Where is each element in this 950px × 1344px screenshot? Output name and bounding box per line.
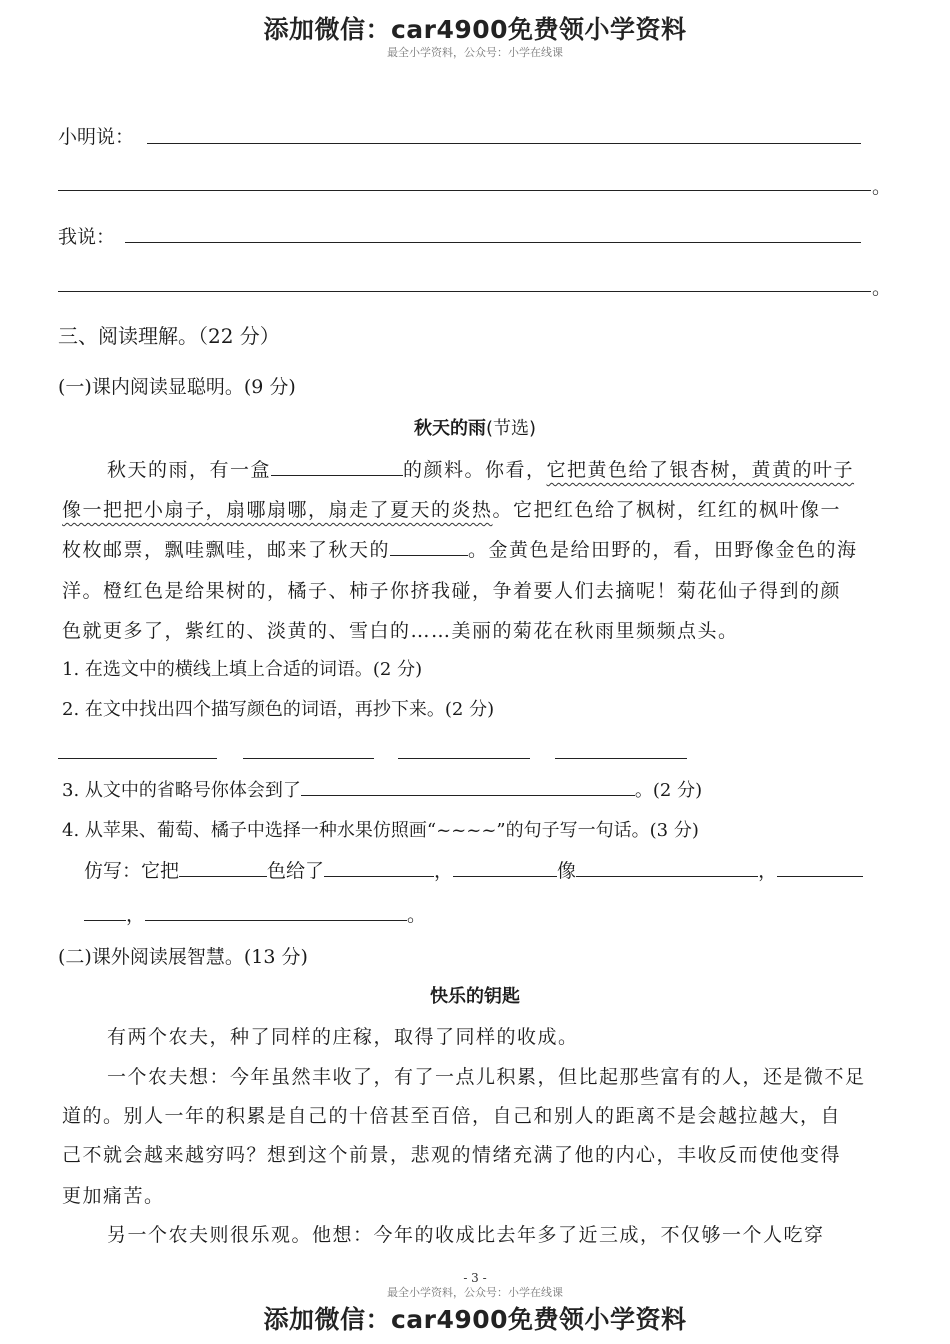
text-segment: 的颜料。你看， [403,459,547,481]
answer-blank-q3[interactable] [301,777,635,796]
color-word-line-4[interactable] [555,758,687,759]
text-segment: 仿写：它把 [84,860,180,882]
footer-subline: 最全小学资料，公众号：小学在线课 [387,1286,563,1299]
blank-continue[interactable] [777,857,863,877]
imitate-line-2 [84,900,426,927]
wo-answer-line-2[interactable] [58,291,871,292]
passage1-title [0,414,950,440]
period-mark: 。 [872,176,892,198]
fill-blank-1[interactable] [271,456,403,476]
wo-label: 我说： [58,226,116,248]
imitate-line-1 [84,856,863,883]
text-segment: 。它把红色给了枫树，红红的枫叶像一 [492,499,842,521]
text-segment: 3. 从文中的省略号你体会到了 [62,780,301,801]
passage2-p2-line-3: 己不就会越来越穷吗？想到这个前景，悲观的情绪充满了他的内心，丰收反而使他变得 [62,1144,842,1166]
footer-watermark: 添加微信：car4900免费领小学资料 [263,1305,687,1334]
text-segment: 枚枚邮票，飘哇飘哇，邮来了秋天的 [62,539,391,561]
wo-answer-line[interactable] [125,242,861,243]
passage2-p2-line-1: 一个农夫想：今年虽然丰收了，有了一点儿积累，但比起那些富有的人，还是微不足 [107,1066,866,1088]
passage2-title: 快乐的钥匙 [430,986,520,1007]
passage1-title-note: (节选) [485,418,537,439]
passage1-line-5: 色就更多了，紫红的、淡黄的、雪白的……美丽的菊花在秋雨里频频点头。 [62,620,739,642]
page-number: - 3 - [463,1271,487,1285]
text-segment: ， [758,860,778,882]
fill-blank-2[interactable] [390,536,468,556]
passage1-title-text: 秋天的雨 [413,418,486,439]
header-subline: 最全小学资料，公众号：小学在线课 [387,46,563,59]
blank-fruit[interactable] [179,857,267,877]
passage1-line-1 [107,455,854,482]
period-mark: 。 [872,277,892,299]
passage2-p3-line-1: 另一个农夫则很乐观。他想：今年的收成比去年多了近三成，不仅够一个人吃穿 [107,1224,825,1246]
blank-ending[interactable] [145,901,407,921]
text-segment: 。金黄色是给田野的，看，田野像金色的海 [468,539,858,561]
xiaoming-answer-line[interactable] [147,143,861,144]
color-word-line-2[interactable] [243,758,374,759]
text-segment: ， [434,860,454,882]
question-2: 2. 在文中找出四个描写颜色的词语，再抄下来。(2 分) [62,699,495,720]
passage2-p2-line-4: 更加痛苦。 [62,1185,165,1207]
wavy-sentence: 它把黄色给了银杏树，黄黄的叶子 [546,459,855,481]
blank-target[interactable] [324,857,434,877]
wavy-sentence: 像一把把小扇子，扇哪扇哪，扇走了夏天的炎热 [62,499,493,521]
text-segment: 。 [407,904,427,926]
color-word-line-1[interactable] [58,758,217,759]
text-segment: ， [126,904,146,926]
passage1-line-2 [62,495,841,522]
question-1: 1. 在选文中的横线上填上合适的词语。(2 分) [62,659,423,680]
passage2-p1: 有两个农夫，种了同样的庄稼，取得了同样的收成。 [107,1026,579,1048]
part2-title: (二)课外阅读展智慧。(13 分) [58,946,308,968]
text-segment: 。(2 分) [634,780,703,801]
color-word-line-3[interactable] [398,758,530,759]
xiaoming-answer-line-2[interactable] [58,190,871,191]
header-watermark: 添加微信：car4900免费领小学资料 [263,15,687,44]
question-3 [62,776,702,802]
blank-continue-2[interactable] [84,901,126,921]
passage2-p2-line-2: 道的。别人一年的积累是自己的十倍甚至百倍，自己和别人的距离不是会越拉越大，自 [62,1105,842,1127]
xiaoming-label: 小明说： [58,126,135,148]
passage1-line-4: 洋。橙红色是给果树的，橘子、柿子你挤我碰，争着要人们去摘呢！菊花仙子得到的颜 [62,580,842,602]
text-segment: 秋天的雨，有一盒 [107,459,272,481]
blank-description[interactable] [453,857,557,877]
blank-simile[interactable] [576,857,758,877]
passage1-line-3 [62,535,858,562]
text-segment: 像 [557,860,577,882]
part1-title: (一)课内阅读显聪明。(9 分) [58,376,296,398]
question-4: 4. 从苹果、葡萄、橘子中选择一种水果仿照画“~~~~”的句子写一句话。(3 分) [62,820,699,841]
text-segment: 色给了 [267,860,325,882]
section3-title: 三、阅读理解。（22 分） [58,324,280,348]
